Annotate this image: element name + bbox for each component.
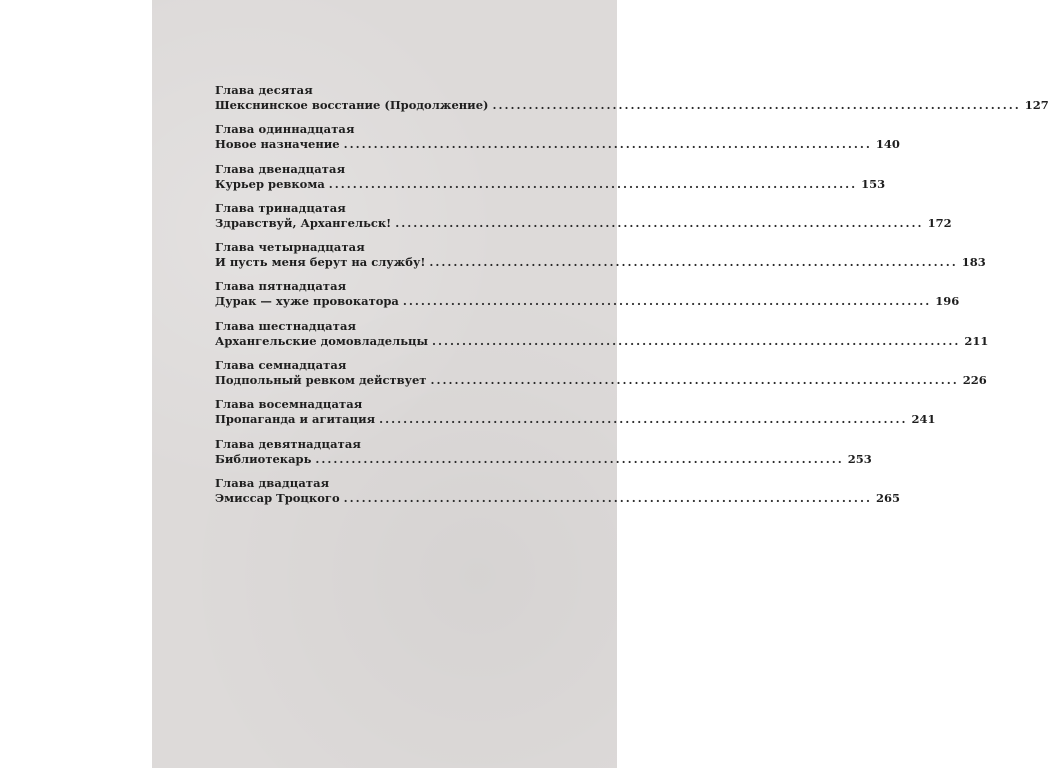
toc-entry	[215, 200, 952, 240]
chapter-title: Эмиссар Троцкого	[215, 490, 340, 505]
chapter-title: Библиотекарь	[215, 451, 312, 466]
dot-leader: ........................................................................................	[395, 215, 924, 230]
page-number: 253	[847, 451, 872, 466]
chapter-title: Архангельские домовладельцы	[215, 333, 429, 348]
dot-leader: ........................................................................................	[402, 294, 932, 309]
chapter-title: Подпольный ревком действует	[215, 373, 427, 388]
dot-leader: ........................................................................................	[432, 333, 961, 348]
page-number: 183	[961, 255, 986, 270]
chapter-title: Здравствуй, Архангельск!	[215, 215, 392, 230]
toc-entry	[215, 436, 872, 476]
chapter-label: Глава двенадцатая	[215, 161, 346, 176]
chapter-label: Глава тринадцатая	[215, 200, 346, 215]
title-line	[215, 333, 989, 349]
toc-entry	[215, 122, 900, 161]
toc-entry	[215, 240, 986, 279]
title-line	[215, 255, 986, 270]
title-line	[215, 412, 936, 427]
page-number: 153	[861, 176, 886, 191]
toc-entry	[215, 83, 1049, 122]
table-of-contents	[215, 83, 1049, 515]
toc-entry	[215, 318, 989, 358]
dot-leader: ........................................................................................	[343, 137, 872, 152]
chapter-label: Глава семнадцатая	[215, 358, 347, 373]
page-number: 140	[875, 137, 900, 152]
dot-leader: ........................................................................................	[328, 176, 858, 191]
chapter-label: Глава одиннадцатая	[215, 122, 355, 137]
page-number: 265	[875, 490, 900, 505]
page-number: 226	[962, 373, 987, 388]
chapter-title: Шекснинское восстание (Продолжение)	[215, 98, 489, 112]
chapter-title: И пусть меня берут на службу!	[215, 255, 426, 270]
title-line	[215, 294, 960, 309]
toc-entry	[215, 358, 987, 397]
title-line	[215, 490, 900, 506]
title-line	[215, 176, 886, 192]
toc-entry	[215, 279, 960, 318]
title-line	[215, 373, 987, 388]
chapter-label: Глава пятнадцатая	[215, 279, 347, 294]
dot-leader: ........................................................................................	[379, 412, 908, 427]
title-line	[215, 451, 872, 467]
chapter-title: Дурак — хуже провокатора	[215, 294, 399, 309]
book-page	[152, 0, 1049, 768]
toc-entry	[215, 161, 886, 201]
chapter-label: Глава восемнадцатая	[215, 397, 363, 412]
title-line	[215, 98, 1049, 113]
chapter-label: Глава десятая	[215, 83, 313, 97]
dot-leader: ........................................................................................	[429, 255, 958, 270]
page-number: 241	[911, 412, 936, 427]
page-number: 211	[964, 333, 989, 348]
chapter-label: Глава девятнадцатая	[215, 436, 361, 451]
page-number: 127	[1024, 98, 1049, 112]
toc-entry	[215, 475, 900, 515]
title-line	[215, 137, 900, 152]
dot-leader: ........................................................................................	[343, 490, 872, 505]
chapter-title: Курьер ревкома	[215, 176, 325, 191]
dot-leader: ........................................................................................	[430, 373, 959, 388]
chapter-label: Глава четырнадцатая	[215, 240, 365, 255]
toc-entry	[215, 397, 936, 436]
chapter-title: Новое назначение	[215, 137, 340, 152]
title-line	[215, 215, 952, 231]
dot-leader: ........................................................................................	[492, 98, 1021, 112]
page-number: 196	[935, 294, 960, 309]
chapter-label: Глава двадцатая	[215, 475, 330, 490]
chapter-label: Глава шестнадцатая	[215, 318, 357, 333]
chapter-title: Пропаганда и агитация	[215, 412, 376, 427]
page-number: 172	[927, 215, 952, 230]
dot-leader: ........................................................................................	[315, 451, 844, 466]
